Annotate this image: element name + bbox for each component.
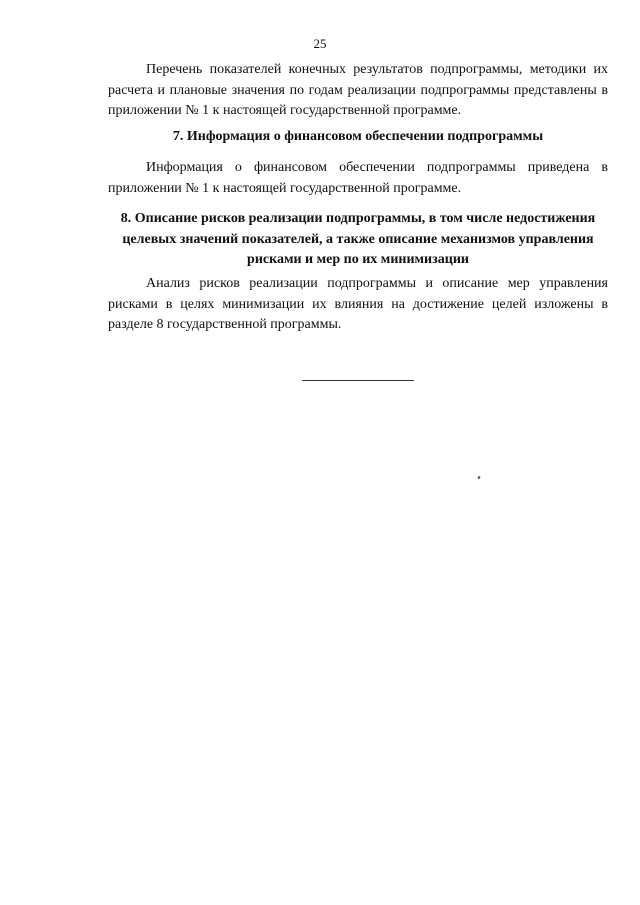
page-number: 25 bbox=[313, 36, 327, 51]
intro-paragraph: Перечень показателей конечных результатов подпрограммы, методики их расчета и плановые значения по годам реализации подпрограммы представлены в приложении № 1 к настоящей государственной программе. bbox=[108, 62, 608, 118]
section-7-text: Информация о финансовом обеспечении подпрограммы приведена в приложении № 1 к настоящей государственной программе. bbox=[108, 160, 608, 196]
scan-speck bbox=[477, 476, 480, 480]
section-8-text: Анализ рисков реализации подпрограммы и описание мер управления рисками в целях минимизации их влияния на достижение целей изложены в разделе 8 государственной программы. bbox=[108, 276, 608, 332]
end-divider bbox=[302, 380, 414, 381]
section-8-heading: 8. Описание рисков реализации подпрограммы, в том числе недостижения целевых значений показателей, а также описание механизмов управления рисками и мер по их минимизации bbox=[120, 211, 596, 267]
section-7-heading: 7. Информация о финансовом обеспечении подпрограммы bbox=[172, 129, 544, 144]
